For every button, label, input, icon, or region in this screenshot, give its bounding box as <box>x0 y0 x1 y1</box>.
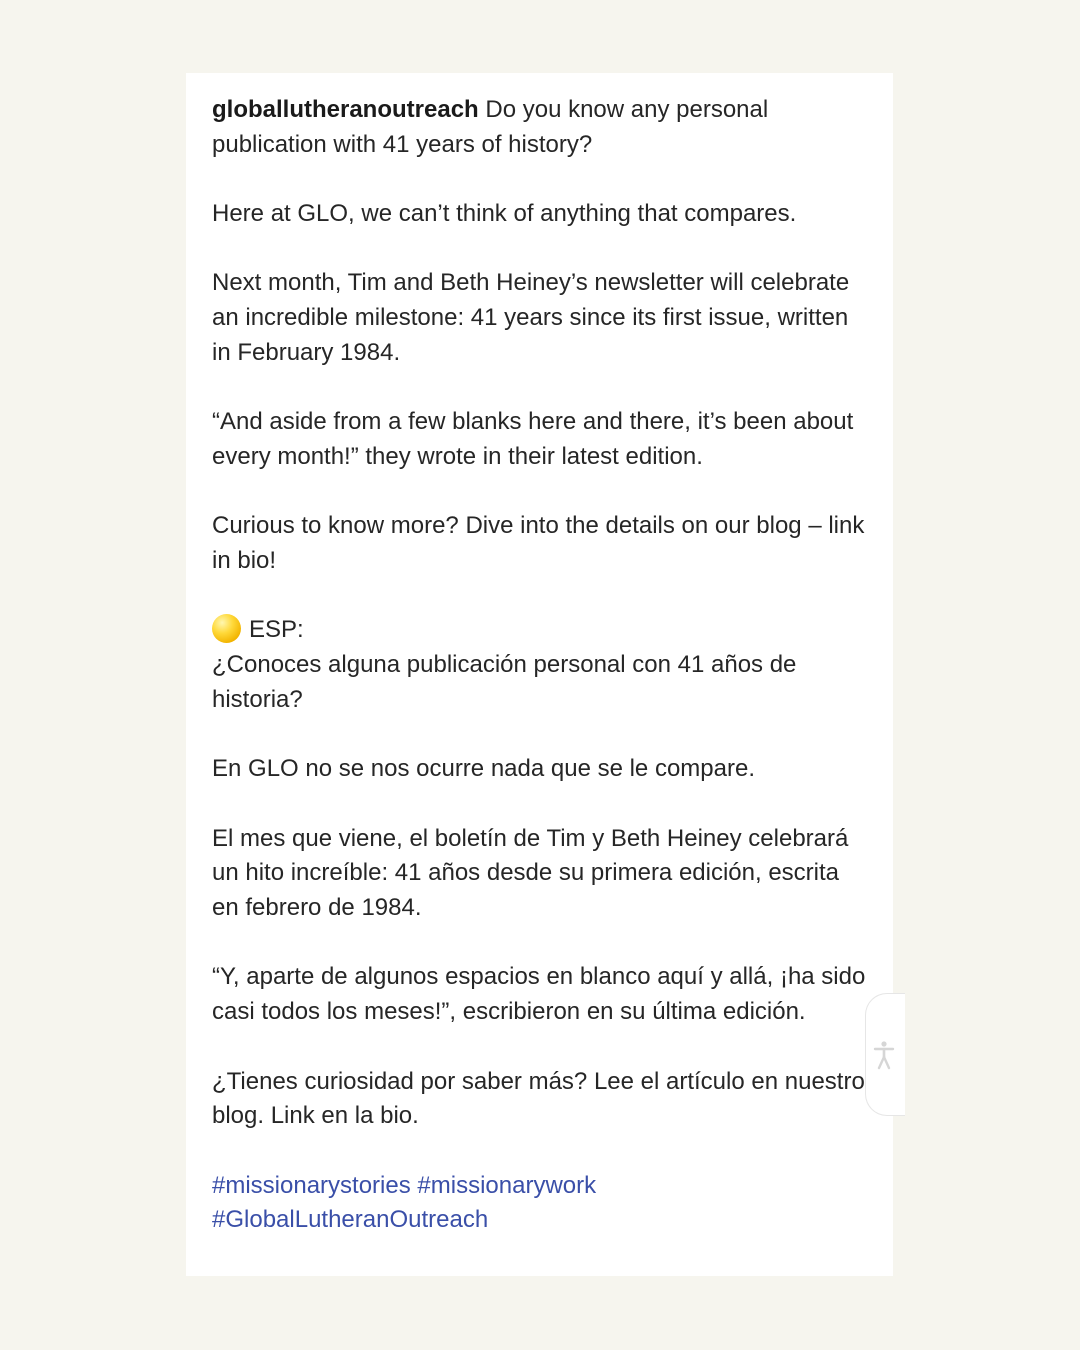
caption-intro-paragraph <box>212 93 867 162</box>
accessibility-widget-button[interactable] <box>865 993 905 1116</box>
caption-paragraph-es-2: El mes que viene, el boletín de Tim y Beth Heiney celebrará un hito increíble: 41 años desde su primera edición, escrita en febrero de 1984. <box>212 824 849 922</box>
caption-paragraph-en-2: Next month, Tim and Beth Heiney’s newsletter will celebrate an incredible milestone: 41 years since its first issue, written in February 1984. <box>212 269 850 366</box>
username-link[interactable]: globallutheranoutreach <box>212 96 479 123</box>
esp-section-paragraph <box>212 613 867 717</box>
caption-paragraph-es-3: “Y, aparte de algunos espacios en blanco aquí y allá, ¡ha sido casi todos los meses!”, escribieron en su última edición. <box>212 963 866 1026</box>
hashtag-link[interactable]: #missionarystories <box>212 1171 411 1199</box>
caption-paragraph-en-1: Here at GLO, we can’t think of anything that compares. <box>212 200 797 228</box>
accessibility-person-icon <box>872 1040 896 1070</box>
hashtag-link[interactable]: #GlobalLutheranOutreach <box>212 1206 489 1234</box>
hashtag-link[interactable]: #missionarywork <box>417 1171 597 1199</box>
post-caption <box>212 93 867 1238</box>
caption-paragraph-en-4: Curious to know more? Dive into the details on our blog – link in bio! <box>212 512 865 575</box>
esp-first-line: ¿Conoces alguna publicación personal con 41 años de historia? <box>212 651 797 713</box>
hashtags-paragraph <box>212 1169 867 1238</box>
yellow-circle-emoji-icon <box>212 614 241 643</box>
caption-paragraph-es-1: En GLO no se nos ocurre nada que se le compare. <box>212 755 755 783</box>
esp-label: ESP: <box>249 616 304 644</box>
caption-intro-text: Do you know any personal publication with 41 years of history? <box>212 96 769 158</box>
caption-paragraph-es-4: ¿Tienes curiosidad por saber más? Lee el artículo en nuestro blog. Link en la bio. <box>212 1067 865 1130</box>
post-caption-card <box>186 73 893 1276</box>
caption-paragraph-en-3: “And aside from a few blanks here and there, it’s been about every month!” they wrote in their latest edition. <box>212 408 854 470</box>
